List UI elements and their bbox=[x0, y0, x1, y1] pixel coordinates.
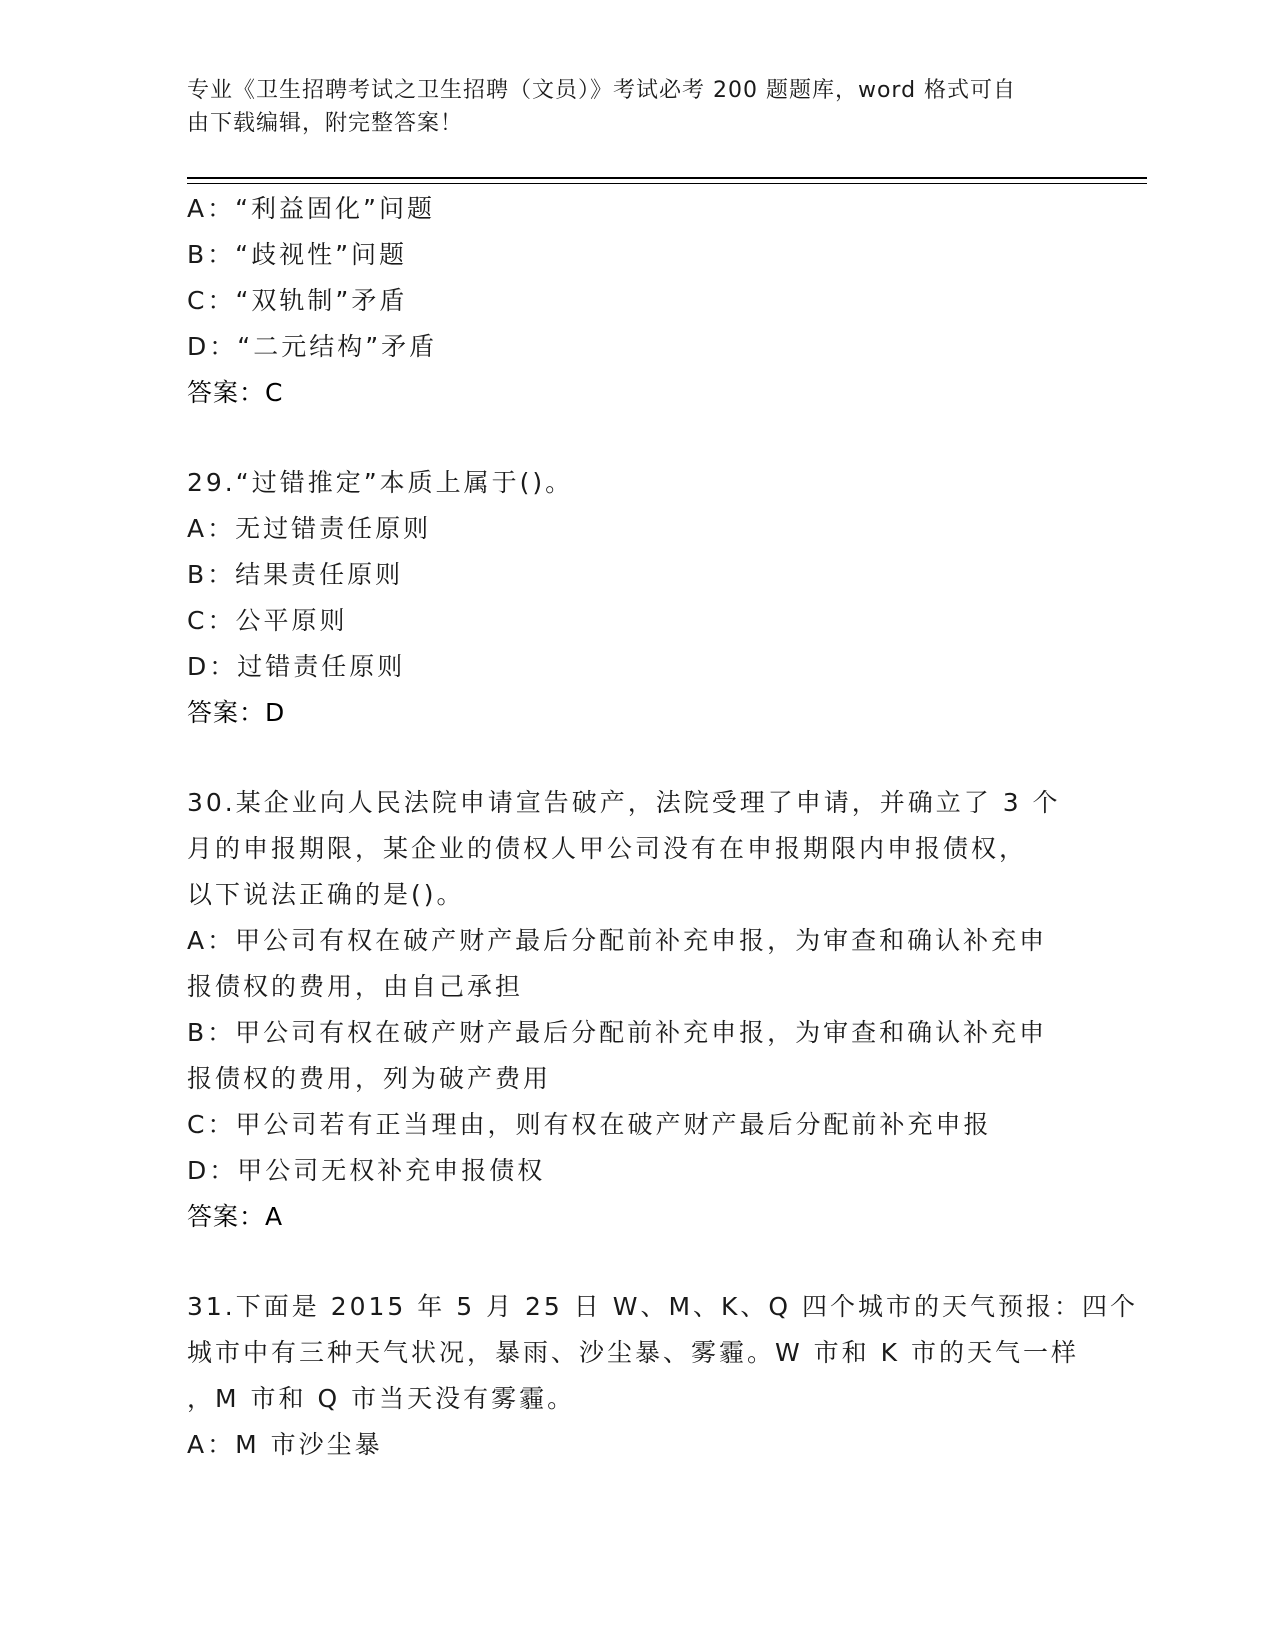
question-30-block bbox=[187, 780, 1087, 1240]
question-30-option-d: D：甲公司无权补充申报债权 bbox=[187, 1156, 546, 1185]
spacer bbox=[187, 416, 1087, 460]
question-28-option-b: B：“歧视性”问题 bbox=[187, 240, 408, 269]
question-31-stem-line-2: 城市中有三种天气状况，暴雨、沙尘暴、雾霾。W 市和 K 市的天气一样 bbox=[187, 1338, 1079, 1367]
header-line-2: 由下载编辑，附完整答案！ bbox=[187, 111, 464, 136]
question-28-answer: 答案：C bbox=[187, 378, 284, 407]
question-30-stem-line-1: 30.某企业向人民法院申请宣告破产，法院受理了申请，并确立了 3 个 bbox=[187, 788, 1061, 817]
question-31-stem-line-3: ，M 市和 Q 市当天没有雾霾。 bbox=[187, 1384, 576, 1413]
header-divider-thin bbox=[187, 183, 1147, 184]
question-30-answer: 答案：A bbox=[187, 1202, 284, 1231]
question-31-stem-line-1: 31.下面是 2015 年 5 月 25 日 W、M、K、Q 四个城市的天气预报：四个 bbox=[187, 1292, 1139, 1321]
question-29-answer: 答案：D bbox=[187, 698, 286, 727]
question-30-option-c: C：甲公司若有正当理由，则有权在破产财产最后分配前补充申报 bbox=[187, 1110, 992, 1139]
question-29-option-b: B：结果责任原则 bbox=[187, 560, 404, 589]
question-29-option-c: C：公平原则 bbox=[187, 606, 348, 635]
question-31-block bbox=[187, 1284, 1139, 1468]
question-29-stem: 29.“过错推定”本质上属于()。 bbox=[187, 468, 574, 497]
question-29-block bbox=[187, 460, 1087, 736]
question-30-stem-line-3: 以下说法正确的是()。 bbox=[187, 880, 465, 909]
header-divider-thick bbox=[187, 177, 1147, 179]
question-29-option-d: D：过错责任原则 bbox=[187, 652, 406, 681]
question-28-block bbox=[187, 186, 1087, 416]
spacer bbox=[187, 736, 1087, 780]
question-30-stem-line-2: 月的申报期限，某企业的债权人甲公司没有在申报期限内申报债权， bbox=[187, 834, 1028, 863]
question-31-option-a: A：M 市沙尘暴 bbox=[187, 1430, 383, 1459]
spacer bbox=[187, 1240, 1087, 1284]
question-list bbox=[187, 186, 1139, 1468]
question-30-option-b-line-2: 报债权的费用，列为破产费用 bbox=[187, 1064, 552, 1093]
header-line-1: 专业《卫生招聘考试之卫生招聘（文员）》考试必考 200 题题库，word 格式可自 bbox=[187, 78, 1017, 103]
question-28-option-a: A：“利益固化”问题 bbox=[187, 194, 436, 223]
document-header bbox=[187, 74, 1087, 140]
question-30-option-b-line-1: B：甲公司有权在破产财产最后分配前补充申报，为审查和确认补充申 bbox=[187, 1018, 1048, 1047]
question-28-option-c: C：“双轨制”矛盾 bbox=[187, 286, 408, 315]
question-30-option-a-line-2: 报债权的费用，由自己承担 bbox=[187, 972, 524, 1001]
question-28-option-d: D：“二元结构”矛盾 bbox=[187, 332, 438, 361]
question-29-option-a: A：无过错责任原则 bbox=[187, 514, 432, 543]
question-30-option-a-line-1: A：甲公司有权在破产财产最后分配前补充申报，为审查和确认补充申 bbox=[187, 926, 1048, 955]
